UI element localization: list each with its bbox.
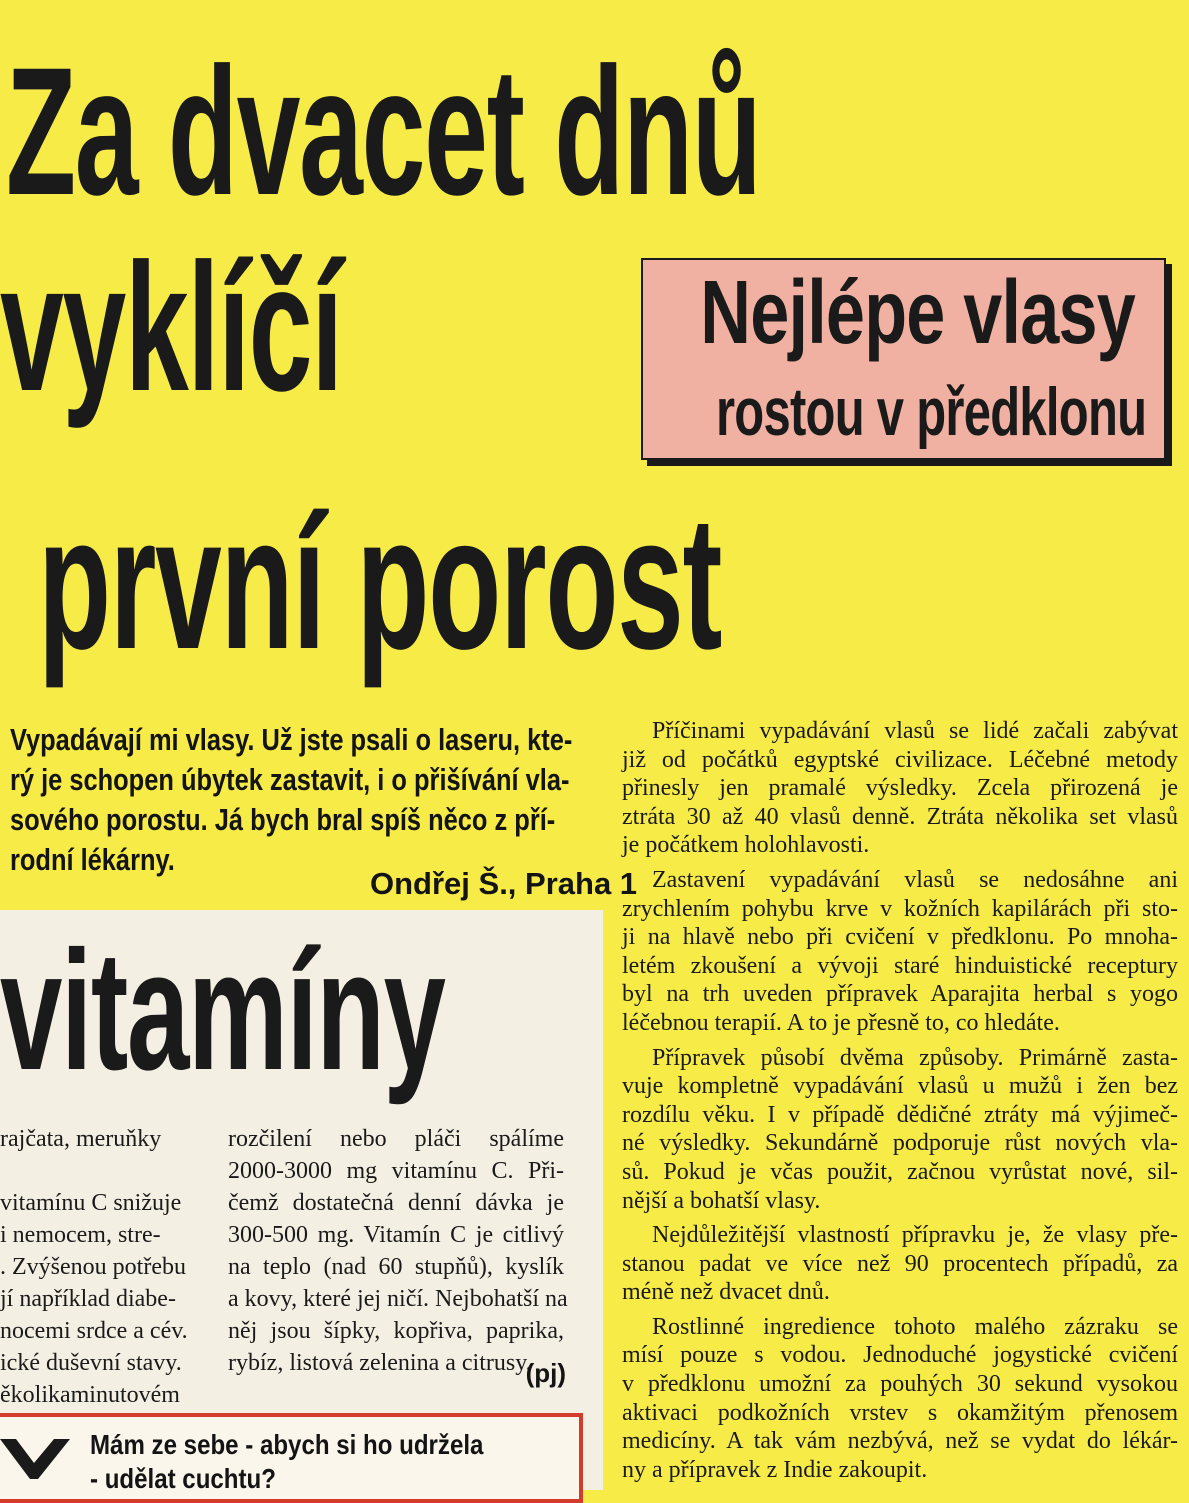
text-line: a kovy, které jej ničí. Nejbohatší na bbox=[228, 1286, 568, 1312]
teaser-headline bbox=[90, 1428, 483, 1496]
text-line: rybíz, listová zelenina a citrusy. bbox=[228, 1350, 532, 1376]
text-line: rozdílu věku. I v případě dědičné ztráty má výjimeč- bbox=[622, 1101, 1178, 1128]
text-line: ztráta 30 až 40 vlasů denně. Ztráta několika set vlasů bbox=[622, 803, 1178, 830]
text-line: vitamínu C snižuje bbox=[0, 1190, 182, 1216]
question-line: sového porostu. Já bych bral spíš něco z pří- bbox=[10, 802, 556, 837]
text-line: ny a přípravek z Indie zakoupit. bbox=[622, 1456, 928, 1483]
article-paragraph bbox=[622, 866, 1178, 1038]
text-line: . Zvýšenou potřebu bbox=[0, 1254, 186, 1280]
text-line: již od počátků egyptské civilizace. Léčebné metody bbox=[622, 746, 1178, 773]
text-line: vuje kompletně vypadávání vlasů u mužů i žen bez bbox=[622, 1073, 1178, 1100]
text-line: 300-500 mg. Vitamín C je citlivý bbox=[228, 1222, 564, 1248]
text-line: Příčinami vypadávání vlasů se lidé začali zabývat bbox=[652, 718, 1178, 744]
headline-line-2: vyklíčí bbox=[0, 225, 342, 429]
question-author: Ondřej Š., Praha 1 bbox=[370, 866, 638, 901]
text-line: Přípravek působí dvěma způsoby. Primárně zasta- bbox=[652, 1044, 1178, 1071]
text-line: je počátkem holohlavosti. bbox=[622, 832, 870, 859]
text-line: Zastavení vypadávání vlasů se nedosáhne ani bbox=[652, 866, 1178, 893]
headline-line-3: první porost bbox=[38, 477, 722, 689]
text-line: nocemi srdce a cév. bbox=[0, 1318, 188, 1344]
checkmark-icon bbox=[0, 1435, 70, 1480]
vitamins-column-1 bbox=[0, 1123, 205, 1411]
subheadline-line-2: rostou v předklonu bbox=[715, 374, 1147, 450]
text-line: 2000-3000 mg vitamínu C. Při- bbox=[228, 1158, 564, 1184]
text-line: jí například diabe- bbox=[0, 1286, 176, 1312]
article-paragraph bbox=[622, 1221, 1178, 1307]
text-line: na teplo (nad 60 stupňů), kyslík bbox=[228, 1254, 564, 1280]
vitamins-signature: (pj) bbox=[525, 1358, 566, 1388]
text-line: méně než dvacet dnů. bbox=[622, 1279, 830, 1306]
text-line: né výsledky. Sekundárně podporuje růst nových vla- bbox=[622, 1130, 1178, 1157]
text-line: přinesly jen pramalé výsledky. Zcela přirozená je bbox=[622, 775, 1178, 802]
question-line: rý je schopen úbytek zastavit, i o přišívání vla- bbox=[10, 762, 570, 797]
article-body bbox=[622, 717, 1178, 1490]
vitamins-title: vitamíny bbox=[0, 916, 445, 1106]
text-line: nější a bohatší vlasy. bbox=[622, 1187, 821, 1214]
article-paragraph bbox=[622, 1313, 1178, 1485]
subheadline-box bbox=[641, 258, 1166, 460]
text-line: něj jsou šípky, kopřiva, paprika, bbox=[228, 1318, 564, 1344]
text-line bbox=[0, 1155, 205, 1187]
vitamins-column-2 bbox=[228, 1123, 568, 1379]
text-line: v předklonu umožní za pouhých 30 sekund vysokou bbox=[622, 1371, 1178, 1398]
text-line: léčebnou terapií. A to je přesně to, co hledáte. bbox=[622, 1009, 1060, 1036]
text-line: mísí pouze s vodou. Jednoduché jogystické cvičení bbox=[622, 1342, 1178, 1369]
teaser-line-2: - udělat cuchtu? bbox=[90, 1463, 276, 1494]
question-line: Vypadávají mi vlasy. Už jste psali o laseru, kte- bbox=[10, 722, 573, 757]
text-line: rozčilení nebo pláči spálíme bbox=[228, 1126, 564, 1152]
text-line: ické duševní stavy. bbox=[0, 1350, 182, 1376]
text-line: medicíny. A tak vám nezbývá, než se vydat do lékár- bbox=[622, 1428, 1178, 1455]
reader-question bbox=[10, 720, 609, 880]
teaser-line-1: Mám ze sebe - abych si ho udržela bbox=[90, 1429, 484, 1460]
text-line: zrychlením pohybu krve v kožních kapilárách při sto- bbox=[622, 895, 1178, 922]
text-line: i nemocem, stre- bbox=[0, 1222, 161, 1248]
question-line: rodní lékárny. bbox=[10, 842, 175, 877]
text-line: byl na trh uveden přípravek Aparajita herbal s yogo bbox=[622, 981, 1178, 1008]
article-paragraph bbox=[622, 1044, 1178, 1216]
headline-line-1: Za dvacet dnů bbox=[6, 29, 761, 233]
text-line: stanou padat ve více než 90 procentech případů, za bbox=[622, 1250, 1178, 1277]
text-line: ji na hlavě nebo při cvičení v předklonu. Po mnoha- bbox=[622, 924, 1178, 951]
text-line: letém zkoušení a vývoji staré hinduistické receptury bbox=[622, 952, 1178, 979]
text-line: sů. Pokud je včas použit, začnou vyrůstat nové, sil- bbox=[622, 1158, 1178, 1185]
text-line: Rostlinné ingredience tohoto malého zázraku se bbox=[652, 1313, 1178, 1340]
text-line: rajčata, meruňky bbox=[0, 1126, 162, 1152]
text-line: čemž dostatečná denní dávka je bbox=[228, 1190, 564, 1216]
text-line: aktivaci podkožních vrstev s okamžitým přenosem bbox=[622, 1399, 1178, 1426]
subheadline-line-1: Nejlépe vlasy bbox=[700, 263, 1136, 363]
text-line: Nejdůležitější vlastností přípravku je, že vlasy pře- bbox=[652, 1222, 1178, 1249]
text-line: ěkolikaminutovém bbox=[0, 1382, 180, 1408]
article-paragraph bbox=[622, 717, 1178, 860]
